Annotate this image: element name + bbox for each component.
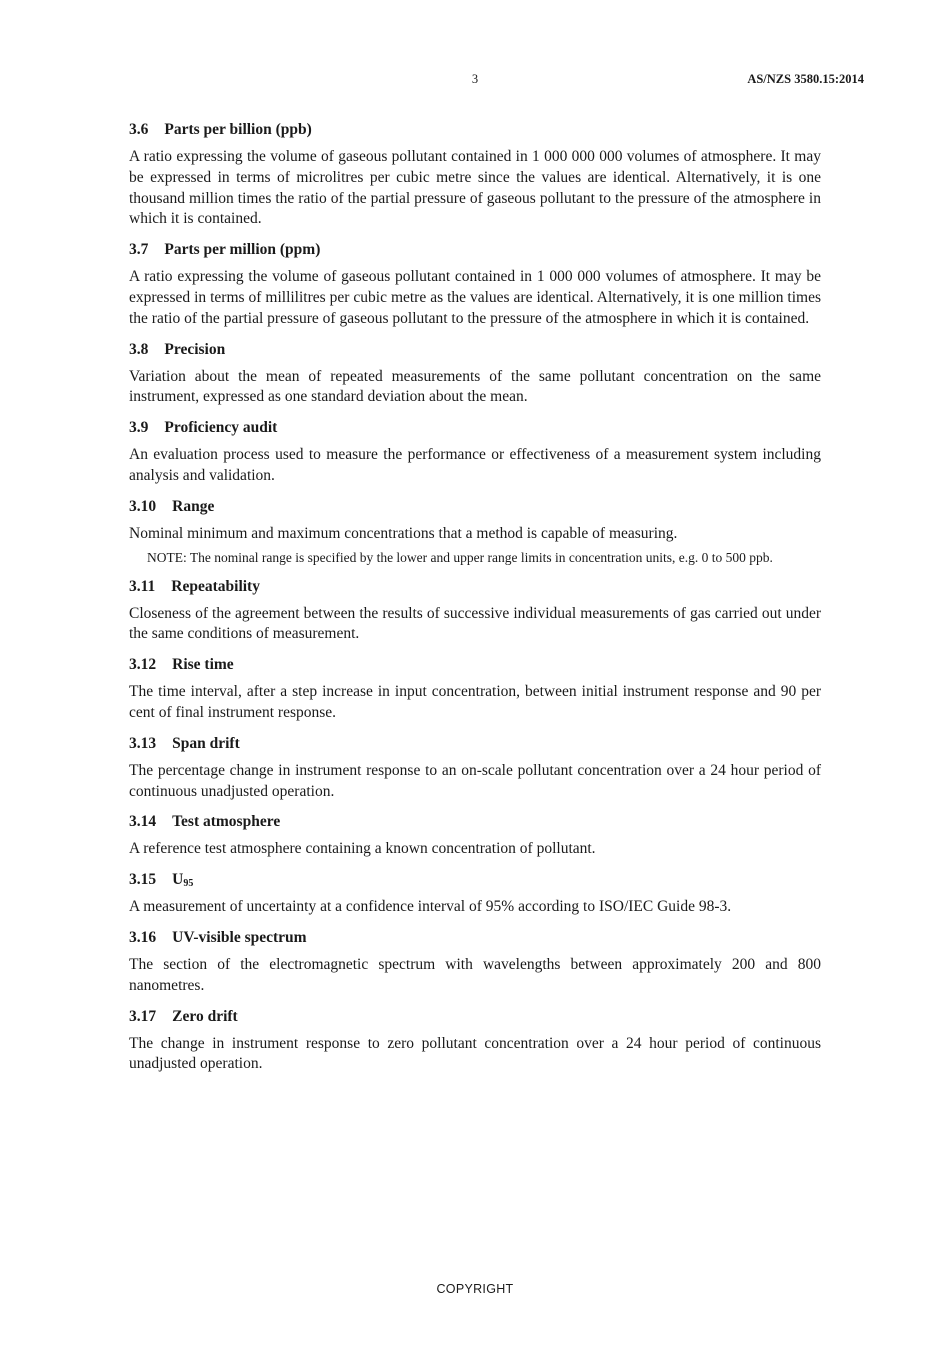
section-heading-3-16 [129, 924, 821, 952]
section-number: 3.12 [129, 656, 157, 674]
section-heading-3-11 [129, 573, 821, 601]
section-heading-3-7 [129, 236, 821, 264]
section-title: Repeatability [171, 577, 260, 595]
section-title: Range [172, 497, 215, 515]
section-title: Rise time [172, 656, 234, 674]
section-definition-3-11: Closeness of the agreement between the results of successive individual measurements of gas carried out under the same conditions of measurement. [129, 604, 821, 643]
section-definition-3-16: The section of the electromagnetic spectrum with wavelengths between approximately 200 and 800 nanometres. [129, 955, 821, 994]
section-definition-3-15: A measurement of uncertainty at a confidence interval of 95% according to ISO/IEC Guide 98-3. [129, 898, 732, 916]
section-definition-3-17: The change in instrument response to zero pollutant concentration over a 24 hour period of continuous unadjusted operation. [129, 1034, 821, 1073]
section-heading-3-12 [129, 651, 821, 679]
section-heading-3-14 [129, 808, 821, 836]
section-number: 3.13 [129, 734, 157, 752]
section-definition-3-6: A ratio expressing the volume of gaseous pollutant contained in 1 000 000 000 volumes of atmosphere. It may be expressed in terms of microlitres per cubic metre since the values are identical. Alternatively, it is one thousand million times the ratio of the partial pressure of gaseous pollutant to the pressure of the atmosphere in which it is contained. [129, 148, 821, 228]
section-definition-3-13: The percentage change in instrument response to an on-scale pollutant concentration over a 24 hour period of continuous unadjusted operation. [129, 761, 821, 800]
section-number: 3.6 [129, 121, 149, 138]
section-number: 3.11 [129, 577, 156, 595]
section-number: 3.15 [129, 871, 157, 889]
section-number: 3.8 [129, 340, 149, 358]
section-heading-3-15 [129, 866, 821, 894]
section-heading-3-9 [129, 414, 821, 442]
section-title: Span drift [172, 734, 240, 752]
section-number: 3.10 [129, 497, 157, 515]
section-title: Test atmosphere [172, 813, 281, 831]
section-number: 3.14 [129, 813, 157, 831]
section-definition-3-14: A reference test atmosphere containing a known concentration of pollutant. [129, 840, 596, 858]
section-title: UV-visible spectrum [172, 928, 307, 946]
section-definition-3-10: Nominal minimum and maximum concentrations that a method is capable of measuring. [129, 524, 678, 542]
section-note-3-10: NOTE: The nominal range is specified by the lower and upper range limits in concentration units, e.g. 0 to 500 ppb. [147, 549, 773, 565]
section-heading-3-8 [129, 336, 821, 364]
definitions-list [129, 116, 821, 1081]
section-definition-3-7: A ratio expressing the volume of gaseous pollutant contained in 1 000 000 volumes of atmosphere. It may be expressed in terms of millilitres per cubic metre as the values are identical. Alternatively, it is one million times the ratio of the partial pressure of gaseous pollutant to the pressure of the atmosphere in which it is contained. [129, 268, 821, 327]
standard-identifier: AS/NZS 3580.15:2014 [747, 72, 864, 86]
section-title: Zero drift [172, 1007, 238, 1025]
copyright-footer: COPYRIGHT [436, 1282, 514, 1296]
section-title: U [172, 871, 184, 889]
section-definition-3-12: The time interval, after a step increase in input concentration, between initial instrument response and 90 per cent of final instrument response. [129, 683, 821, 721]
section-definition-3-8: Variation about the mean of repeated measurements of the same pollutant concentration on the same instrument, expressed as one standard deviation about the mean. [129, 367, 821, 406]
section-heading-3-17 [129, 1003, 821, 1031]
page-number: 3 [471, 72, 479, 86]
section-heading-3-13 [129, 730, 821, 758]
section-title: Precision [164, 340, 226, 358]
section-title: Proficiency audit [164, 419, 278, 437]
section-heading-3-6 [129, 116, 821, 144]
section-number: 3.7 [129, 241, 149, 259]
section-heading-3-10 [129, 493, 821, 521]
section-title: Parts per million (ppm) [164, 241, 321, 259]
section-number: 3.16 [129, 928, 157, 946]
section-number: 3.17 [129, 1007, 157, 1025]
section-number: 3.9 [129, 419, 149, 437]
section-title: Parts per billion (ppb) [164, 121, 312, 138]
section-definition-3-9: An evaluation process used to measure the performance or effectiveness of a measurement system including analysis and validation. [129, 446, 821, 484]
section-title-subscript: 95 [183, 878, 194, 890]
